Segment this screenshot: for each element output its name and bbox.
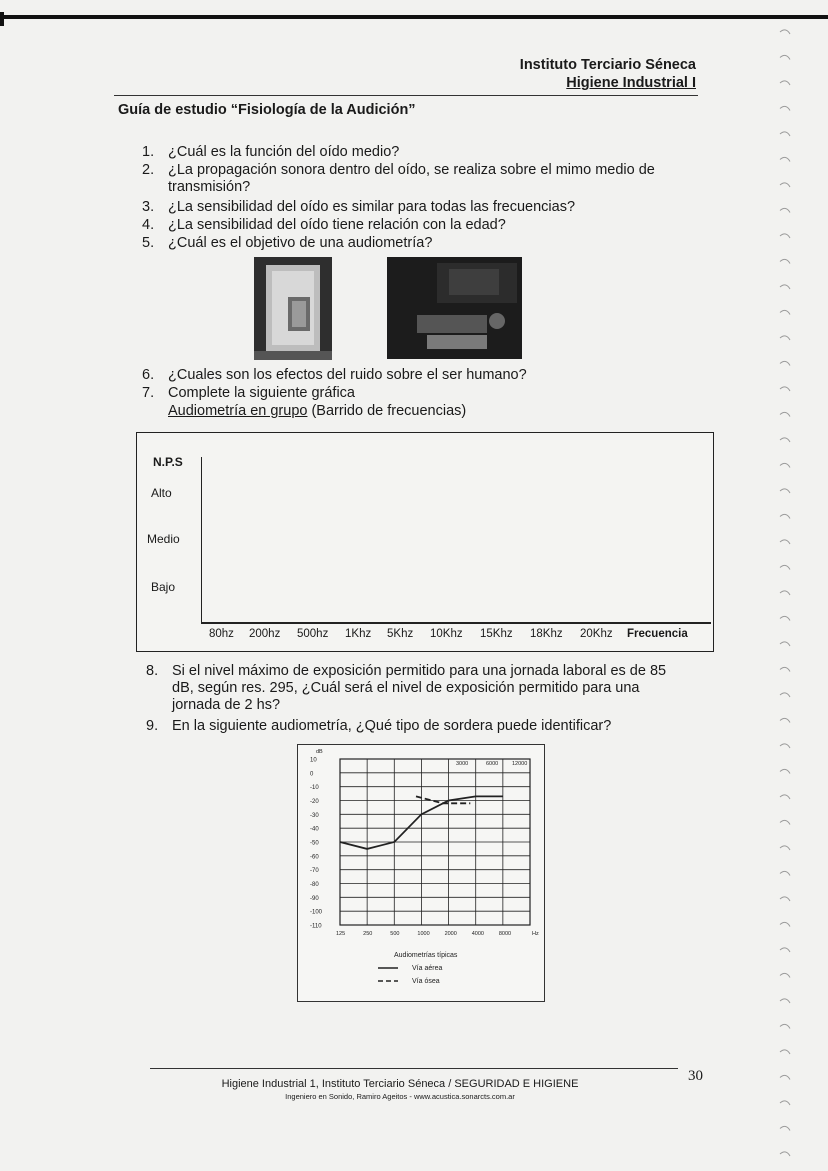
binder-hole bbox=[780, 922, 790, 926]
page-number: 30 bbox=[688, 1068, 703, 1084]
y-tick-label: -60 bbox=[310, 854, 319, 861]
y-tick-label: -100 bbox=[310, 909, 323, 916]
level-label: Alto bbox=[151, 486, 172, 500]
binder-hole bbox=[780, 157, 790, 161]
binder-hole bbox=[780, 540, 790, 544]
binder-hole bbox=[780, 259, 790, 263]
binder-hole bbox=[780, 667, 790, 671]
y-tick-label: -70 bbox=[310, 868, 319, 875]
question-text: Complete la siguiente gráfica bbox=[168, 385, 355, 401]
blank-audiometry-chart bbox=[136, 432, 714, 652]
audiometry-lab-photo bbox=[387, 257, 522, 359]
page-title: Guía de estudio “Fisiología de la Audición” bbox=[118, 102, 416, 118]
x-tick-label: 4000 bbox=[471, 931, 484, 937]
question-number: 1. bbox=[142, 144, 155, 160]
question-number: 8. bbox=[146, 663, 159, 679]
legend-label: Vía ósea bbox=[412, 978, 440, 985]
freq-tick: 5Khz bbox=[387, 628, 414, 640]
binder-hole bbox=[780, 387, 790, 391]
legend-label: Vía aérea bbox=[412, 965, 443, 972]
chart-x-axis bbox=[201, 622, 711, 624]
binder-hole bbox=[780, 565, 790, 569]
level-label: Bajo bbox=[151, 580, 176, 594]
scan-top-border bbox=[0, 15, 828, 19]
binder-hole bbox=[780, 183, 790, 187]
binder-hole bbox=[780, 514, 790, 518]
binder-hole bbox=[780, 718, 790, 722]
question-text: ¿Cuál es la función del oído medio? bbox=[168, 144, 400, 160]
top-tick-label: 12000 bbox=[512, 761, 528, 767]
y-tick-label: -50 bbox=[310, 840, 319, 847]
course-name: Higiene Industrial I bbox=[566, 75, 696, 91]
binder-hole bbox=[780, 208, 790, 212]
binder-hole bbox=[780, 132, 790, 136]
subtitle-rest: (Barrido de frecuencias) bbox=[307, 403, 467, 419]
binder-hole bbox=[780, 285, 790, 289]
binder-hole bbox=[780, 30, 790, 34]
question-text: ¿Cuales son los efectos del ruido sobre el ser humano? bbox=[168, 367, 527, 383]
binder-hole bbox=[780, 336, 790, 340]
audiogram-chart bbox=[298, 745, 544, 1001]
x-tick-label: 250 bbox=[363, 931, 373, 937]
y-tick-label: -30 bbox=[310, 812, 319, 819]
binder-hole bbox=[780, 820, 790, 824]
binder-hole bbox=[780, 1050, 790, 1054]
binder-hole bbox=[780, 871, 790, 875]
question-text: Si el nivel máximo de exposición permitido para una jornada laboral es de 85 dB, según res. 295, ¿Cuál será el nivel de exposición permitido para una jornada de 2 hs? bbox=[172, 663, 667, 713]
binder-hole bbox=[780, 106, 790, 110]
freq-tick: 200hz bbox=[249, 628, 281, 640]
binder-hole bbox=[780, 1152, 790, 1156]
freq-tick: 1Khz bbox=[345, 628, 372, 640]
binder-hole bbox=[780, 412, 790, 416]
binder-holes bbox=[770, 20, 800, 1160]
question-subtitle bbox=[168, 403, 466, 420]
y-tick-label: -10 bbox=[310, 785, 319, 792]
y-tick-label: -80 bbox=[310, 882, 319, 888]
y-unit-label: dB bbox=[316, 749, 323, 755]
x-tick-label: Hz bbox=[532, 931, 539, 937]
footer-rule bbox=[150, 1068, 678, 1069]
footer-line-2: Ingeniero en Sonido, Ramiro Ageitos - www.acustica.sonarcts.com.ar bbox=[285, 1092, 515, 1101]
binder-hole bbox=[780, 591, 790, 595]
binder-hole bbox=[780, 948, 790, 952]
freq-tick: 18Khz bbox=[530, 628, 563, 640]
chart-ytitle: N.P.S bbox=[153, 455, 183, 469]
binder-hole bbox=[780, 1075, 790, 1079]
binder-hole bbox=[780, 310, 790, 314]
x-tick-label: 1000 bbox=[417, 931, 430, 937]
binder-hole bbox=[780, 438, 790, 442]
y-tick-label: -90 bbox=[310, 895, 319, 902]
x-tick-label: 8000 bbox=[498, 931, 512, 937]
freq-tick: 500hz bbox=[297, 628, 329, 640]
audiometric-booth-photo bbox=[254, 257, 332, 360]
x-tick-label: 125 bbox=[336, 931, 346, 937]
binder-hole bbox=[780, 642, 790, 646]
level-label: Medio bbox=[147, 532, 180, 546]
question-number: 4. bbox=[142, 217, 155, 233]
binder-hole bbox=[780, 81, 790, 85]
question-number: 7. bbox=[142, 385, 155, 401]
chart-y-axis bbox=[201, 457, 202, 623]
binder-hole bbox=[780, 361, 790, 365]
freq-axis-title: Frecuencia bbox=[627, 628, 688, 640]
y-tick-label: -40 bbox=[310, 826, 319, 833]
binder-hole bbox=[780, 769, 790, 773]
y-tick-label: 10 bbox=[310, 757, 317, 764]
audiogram-figure bbox=[297, 744, 545, 1002]
legend-title: Audiometrías típicas bbox=[394, 952, 458, 959]
question-text: ¿Cuál es el objetivo de una audiometría? bbox=[168, 235, 433, 251]
binder-hole bbox=[780, 973, 790, 977]
header-rule bbox=[114, 95, 698, 96]
subtitle-underlined: Audiometría en grupo bbox=[168, 403, 308, 419]
binder-hole bbox=[780, 463, 790, 467]
institution-name: Instituto Terciario Séneca bbox=[519, 57, 696, 73]
binder-hole bbox=[780, 999, 790, 1003]
x-tick-label: 2000 bbox=[444, 931, 457, 937]
binder-hole bbox=[780, 846, 790, 850]
x-tick-label: 500 bbox=[390, 931, 400, 937]
y-tick-label: 0 bbox=[310, 771, 314, 778]
binder-hole bbox=[780, 616, 790, 620]
question-number: 5. bbox=[142, 235, 155, 251]
question-text: ¿La sensibilidad del oído es similar para todas las frecuencias? bbox=[168, 199, 576, 215]
question-number: 2. bbox=[142, 162, 155, 178]
question-text: ¿La sensibilidad del oído tiene relación con la edad? bbox=[168, 217, 506, 233]
binder-hole bbox=[780, 1126, 790, 1130]
top-tick-label: 6000 bbox=[486, 761, 499, 767]
freq-tick: 80hz bbox=[209, 628, 234, 640]
question-number: 6. bbox=[142, 367, 155, 383]
binder-hole bbox=[780, 897, 790, 901]
y-tick-label: -110 bbox=[310, 923, 322, 930]
question-number: 3. bbox=[142, 199, 155, 215]
freq-tick: 20Khz bbox=[580, 628, 613, 640]
y-tick-label: -20 bbox=[310, 799, 319, 805]
binder-hole bbox=[780, 1101, 790, 1105]
question-text: En la siguiente audiometría, ¿Qué tipo de sordera puede identificar? bbox=[172, 718, 612, 734]
binder-hole bbox=[780, 489, 790, 493]
freq-tick: 10Khz bbox=[430, 628, 463, 640]
question-text: ¿La propagación sonora dentro del oído, se realiza sobre el mimo medio de transmisión? bbox=[168, 162, 655, 195]
binder-hole bbox=[780, 55, 790, 59]
freq-tick: 15Khz bbox=[480, 628, 513, 640]
top-tick-label: 3000 bbox=[456, 761, 469, 767]
question-number: 9. bbox=[146, 718, 159, 734]
binder-hole bbox=[780, 1024, 790, 1028]
binder-hole bbox=[780, 693, 790, 697]
binder-hole bbox=[780, 234, 790, 238]
footer-line-1: Higiene Industrial 1, Instituto Terciario Séneca / SEGURIDAD E HIGIENE bbox=[221, 1078, 579, 1090]
binder-hole bbox=[780, 744, 790, 748]
binder-hole bbox=[780, 795, 790, 799]
